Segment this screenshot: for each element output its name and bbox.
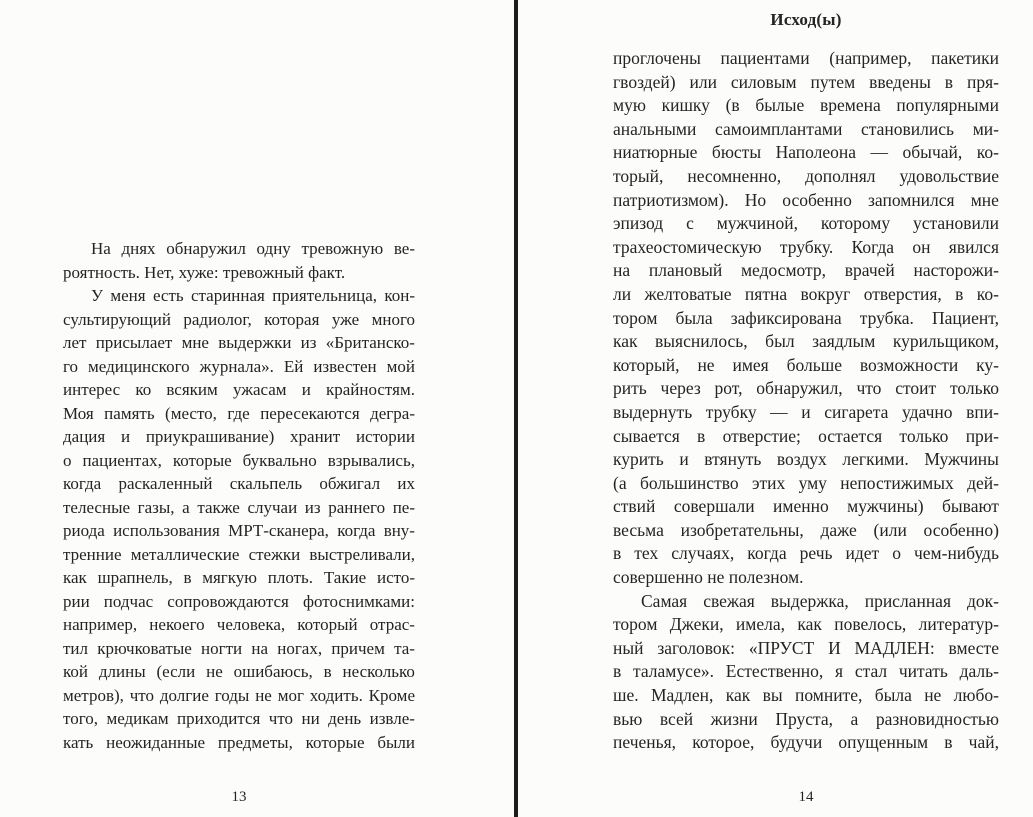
text-line: тил крючковатые ногти на ногах, причем та- [63, 638, 415, 658]
text-line: как шрапнель, в мягкую плоть. Такие исто- [63, 568, 415, 587]
text-line: Моя память (место, где пересекаются дегра- [63, 403, 415, 423]
text-line: который, не имея больше возможности ку- [613, 354, 999, 375]
page-left-text-column [63, 237, 415, 754]
text-line: мую кишку (в былые времена популярными [613, 95, 999, 116]
text-line: анальными самоимплантами становились ми- [613, 118, 999, 139]
text-line: сывается в отверстие; остается только при- [613, 425, 999, 446]
text-line: тренние металлические стежки выстреливали, [63, 544, 415, 564]
text-line: того, медикам приходится что ни день извле- [63, 709, 415, 728]
text-line: На днях обнаружил одну тревожную ве- [91, 239, 415, 258]
text-line: ли желтоватые пятна вокруг отверстия, в ко- [613, 283, 999, 304]
page-right [519, 0, 1033, 817]
page-left [0, 0, 515, 817]
text-line: гвоздей) или силовым путем введены в пря- [613, 71, 999, 92]
text-line: проглочены пациентами (например, пакетики [613, 48, 999, 68]
text-line: метров), что долгие годы не мог ходить. Кроме [63, 685, 415, 705]
text-line: интерес ко всяким ужасам и крайностям. [63, 380, 415, 399]
page-right-text-column [613, 47, 999, 755]
text-line: когда раскаленный скальпель обжигал их [63, 474, 415, 493]
text-line: рии подчас сопровождаются фотоснимками: [63, 591, 415, 611]
text-line: совершенно не полезном. [613, 567, 804, 588]
running-header: Исход(ы) [770, 10, 842, 29]
text-line: трахеостомическую трубку. Когда он явился [613, 236, 999, 257]
text-line: ствий совершали именно мужчины) бывают [613, 496, 999, 517]
text-line: тором Джеки, имела, как повелось, литератур- [613, 614, 999, 635]
text-line: телесные газы, а также случаи из раннего пе- [63, 497, 415, 517]
text-line: о пациентах, которые буквально взрывались, [63, 450, 415, 470]
page-gutter-divider [514, 0, 518, 817]
page-number-left: 13 [231, 789, 247, 805]
text-line: рить через рот, обнаружил, что стоит только [613, 378, 999, 399]
page-number-right: 14 [798, 789, 814, 805]
text-line: на плановый медосмотр, врачей насторожи- [613, 260, 999, 281]
text-line: дация и приукрашивание) хранит истории [63, 427, 415, 446]
text-line: У меня есть старинная приятельница, кон- [91, 286, 415, 305]
text-line: как выяснилось, был заядлым курильщиком, [613, 331, 999, 352]
text-line: курить и втянуть воздух легкими. Мужчины [613, 449, 999, 470]
text-line: кать неожиданные предметы, которые были [63, 732, 415, 752]
text-line: ный заголовок: «ПРУСТ И МАДЛЕН: вместе [613, 637, 999, 658]
text-line: (а большинство этих уму непостижимых дей- [613, 472, 999, 493]
text-line: вью всей жизни Пруста, а разновидностью [613, 708, 999, 729]
text-line: в тех случаях, когда речь идет о чем-нибудь [613, 543, 999, 564]
text-line: печенья, которое, будучи опущенным в чай, [613, 732, 999, 753]
text-line: выдернуть трубку — и сигарета удачно впи- [613, 401, 999, 422]
text-line: ниатюрные бюсты Наполеона — обычай, ко- [613, 142, 999, 163]
text-line: кой длины (если не ошибаюсь, в несколько [63, 662, 415, 681]
text-line: роятность. Нет, хуже: тревожный факт. [63, 262, 346, 282]
text-line: весьма изобретательны, даже (или особенно) [613, 519, 999, 540]
text-line: тором была зафиксирована трубка. Пациент, [613, 307, 999, 328]
text-line: ше. Мадлен, как вы помните, была не любо- [613, 685, 999, 706]
text-line: сультирующий радиолог, которая уже много [63, 309, 415, 329]
text-line: Самая свежая выдержка, присланная док- [641, 590, 999, 611]
text-line: торый, несомненно, дополнял удовольствие [613, 165, 999, 186]
text-line: в таламусе». Естественно, я стал читать даль- [613, 661, 999, 682]
text-line: го медицинского журнала». Ей известен мой [63, 356, 415, 376]
text-line: лет присылает мне выдержки из «Британско- [63, 333, 415, 352]
text-line: патриотизмом). Но особенно запомнился мне [613, 189, 999, 210]
text-line: эпизод с мужчиной, которому установили [613, 213, 999, 234]
text-line: например, некоего человека, который отрас- [63, 615, 415, 634]
text-line: риода использования МРТ-сканера, когда вну- [63, 521, 415, 540]
